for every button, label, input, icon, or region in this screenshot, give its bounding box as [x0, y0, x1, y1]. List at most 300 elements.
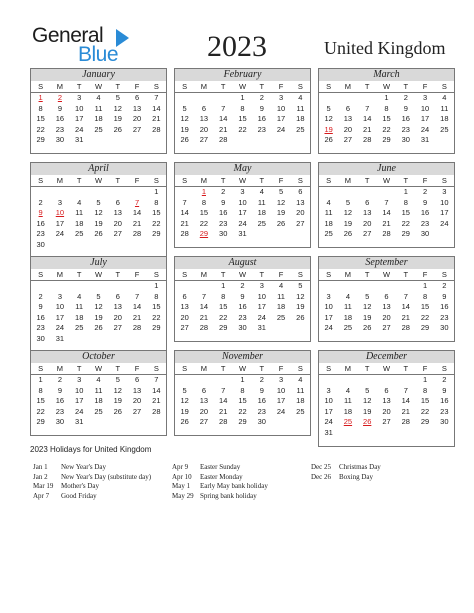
day-cell: 10	[276, 385, 286, 395]
day-cell: 26	[94, 229, 103, 238]
day-cell: 19	[363, 406, 372, 416]
day-cell: 5	[326, 103, 331, 113]
day-cell: 25	[440, 124, 449, 134]
day-cell: 16	[36, 312, 45, 322]
empty-cell	[89, 281, 108, 292]
weekday-label: S	[38, 270, 44, 279]
day-cell: 29	[199, 229, 209, 238]
day-cell: 11	[296, 103, 305, 113]
day-cell: 27	[382, 323, 391, 332]
day-cell: 8	[422, 291, 428, 301]
day-cell: 13	[382, 302, 391, 311]
day-cell: 5	[182, 385, 187, 395]
day-cell: 20	[113, 218, 122, 228]
day-cell: 14	[180, 208, 189, 217]
day-cell: 21	[382, 218, 391, 228]
day-cell: 23	[420, 218, 430, 228]
day-cell: 13	[113, 302, 122, 311]
day-cell: 15	[199, 208, 209, 217]
day-cell: 31	[75, 135, 84, 144]
day-cell: 6	[365, 197, 370, 207]
day-cell: 5	[298, 281, 303, 290]
month-title: October	[31, 351, 166, 363]
day-cell: 10	[238, 197, 247, 207]
logo-text-general: General	[32, 24, 104, 47]
day-cell: 24	[55, 323, 65, 332]
day-cell: 12	[324, 114, 333, 123]
day-cell: 17	[55, 218, 65, 228]
day-cell: 2	[442, 375, 447, 384]
day-cell: 22	[36, 406, 45, 416]
day-cell: 31	[420, 135, 430, 144]
weekday-header	[319, 81, 454, 93]
day-grid	[175, 375, 310, 428]
day-cell: 1	[154, 281, 159, 290]
day-cell: 12	[180, 396, 189, 405]
day-cell: 30	[55, 417, 65, 426]
day-cell: 1	[154, 187, 159, 196]
empty-cell	[50, 187, 69, 198]
holiday-name: Early May bank holiday	[200, 482, 268, 490]
day-cell: 6	[384, 291, 389, 301]
day-cell: 14	[132, 208, 142, 217]
empty-cell	[338, 281, 357, 292]
day-cell: 15	[401, 208, 410, 217]
day-cell: 5	[365, 385, 370, 395]
weekday-label: M	[56, 364, 64, 373]
day-cell: 30	[440, 417, 449, 426]
weekday-label: S	[441, 82, 447, 91]
day-cell: 26	[343, 229, 353, 238]
empty-cell	[396, 375, 415, 386]
day-cell: 12	[276, 197, 286, 207]
day-cell: 25	[296, 406, 305, 416]
day-cell: 29	[401, 229, 410, 238]
day-cell: 9	[57, 103, 62, 113]
holiday-date: Apr 7	[33, 491, 50, 500]
weekday-label: F	[134, 270, 140, 279]
day-cell: 9	[57, 385, 62, 395]
day-cell: 3	[240, 187, 245, 196]
day-cell: 9	[259, 385, 264, 395]
weekday-label: M	[200, 176, 208, 185]
day-grid	[31, 93, 166, 146]
day-cell: 10	[55, 208, 65, 217]
day-cell: 25	[276, 312, 286, 322]
weekday-label: F	[134, 82, 140, 91]
month-december	[318, 350, 455, 447]
day-cell: 15	[219, 302, 228, 311]
empty-cell	[338, 375, 357, 386]
day-cell: 21	[363, 124, 372, 134]
day-cell: 11	[277, 291, 285, 301]
day-cell: 29	[420, 417, 430, 426]
day-cell: 1	[38, 93, 43, 102]
day-cell: 8	[240, 385, 245, 395]
day-cell: 5	[345, 197, 350, 207]
day-cell: 6	[201, 103, 206, 113]
day-cell: 29	[238, 417, 247, 426]
day-cell: 15	[420, 302, 430, 311]
weekday-label: T	[364, 270, 370, 279]
empty-cell	[358, 93, 377, 104]
weekday-label: T	[364, 364, 370, 373]
holiday-item	[172, 463, 268, 473]
weekday-label: T	[259, 82, 265, 91]
weekday-label: S	[38, 364, 44, 373]
month-title: December	[319, 351, 454, 363]
holiday-column	[172, 463, 268, 501]
day-cell: 11	[296, 385, 305, 395]
holiday-date: Dec 26	[311, 472, 332, 481]
empty-cell	[319, 281, 338, 292]
weekday-label: T	[364, 176, 370, 185]
day-cell: 27	[113, 229, 122, 238]
day-cell: 9	[38, 302, 43, 311]
weekday-label: S	[182, 176, 188, 185]
holiday-name: New Year's Day	[61, 463, 107, 471]
day-cell: 20	[199, 406, 209, 416]
day-cell: 17	[257, 302, 266, 311]
day-cell: 7	[134, 197, 140, 207]
day-cell: 21	[180, 218, 189, 228]
day-cell: 3	[326, 291, 331, 301]
day-cell: 28	[401, 417, 410, 426]
weekday-header	[319, 269, 454, 281]
day-cell: 18	[276, 302, 286, 311]
day-cell: 10	[324, 302, 333, 311]
day-cell: 18	[94, 396, 103, 405]
day-cell: 10	[75, 103, 84, 113]
day-cell: 26	[113, 406, 122, 416]
holiday-name: Spring bank holiday	[200, 491, 257, 500]
day-cell: 31	[75, 417, 84, 426]
day-cell: 3	[278, 93, 284, 102]
day-cell: 12	[343, 208, 353, 217]
day-cell: 1	[38, 375, 43, 384]
weekday-label: W	[382, 364, 391, 373]
day-cell: 13	[132, 103, 142, 113]
holiday-name: Easter Monday	[200, 472, 243, 481]
weekday-label: M	[344, 364, 352, 373]
holiday-column	[33, 463, 151, 501]
weekday-label: S	[38, 82, 44, 91]
empty-cell	[319, 187, 338, 198]
day-cell: 2	[38, 291, 43, 301]
day-cell: 21	[219, 124, 228, 134]
day-cell: 28	[363, 135, 372, 144]
day-cell: 24	[75, 124, 84, 134]
day-cell: 11	[75, 208, 84, 217]
day-cell: 27	[382, 417, 391, 426]
day-cell: 22	[382, 124, 391, 134]
weekday-label: S	[326, 364, 332, 373]
weekday-header	[319, 175, 454, 187]
month-title: August	[175, 257, 310, 269]
day-cell: 16	[55, 396, 65, 405]
weekday-label: S	[182, 270, 188, 279]
day-cell: 7	[134, 291, 140, 301]
weekday-label: F	[422, 82, 428, 91]
day-cell: 14	[382, 208, 391, 217]
day-cell: 26	[276, 218, 286, 228]
day-cell: 23	[55, 406, 65, 416]
day-cell: 22	[238, 124, 247, 134]
day-cell: 11	[94, 103, 103, 113]
day-cell: 19	[180, 406, 189, 416]
day-cell: 11	[440, 103, 449, 113]
day-cell: 8	[384, 103, 389, 113]
holiday-date: Mar 19	[33, 482, 54, 490]
day-cell: 17	[75, 396, 84, 405]
day-cell: 1	[422, 375, 428, 384]
day-cell: 27	[180, 323, 189, 332]
empty-cell	[175, 375, 194, 386]
day-cell: 6	[134, 93, 140, 102]
weekday-label: S	[326, 82, 332, 91]
day-cell: 29	[420, 323, 430, 332]
holiday-name: New Year's Day (substitute day)	[61, 472, 152, 481]
day-cell: 12	[180, 114, 189, 123]
day-cell: 29	[382, 135, 391, 144]
day-cell: 24	[238, 218, 247, 228]
day-cell: 13	[180, 302, 189, 311]
day-cell: 27	[199, 417, 209, 426]
day-cell: 28	[132, 229, 142, 238]
day-cell: 8	[38, 103, 43, 113]
weekday-label: T	[220, 176, 226, 185]
weekday-header	[31, 363, 166, 375]
weekday-label: S	[153, 176, 159, 185]
day-cell: 6	[298, 187, 303, 196]
empty-cell	[358, 281, 377, 292]
logo-text-blue: Blue	[78, 43, 119, 66]
day-cell: 17	[324, 312, 333, 322]
weekday-label: W	[238, 176, 247, 185]
day-cell: 31	[238, 229, 247, 238]
weekday-label: W	[94, 82, 103, 91]
day-cell: 7	[221, 103, 226, 113]
calendar-country: United Kingdom	[324, 38, 446, 58]
weekday-label: S	[441, 364, 447, 373]
day-grid	[31, 187, 166, 250]
day-cell: 15	[238, 114, 247, 123]
day-cell: 28	[180, 229, 189, 238]
day-cell: 31	[55, 333, 65, 343]
day-cell: 28	[219, 135, 228, 144]
weekday-header	[31, 81, 166, 93]
day-cell: 28	[152, 124, 161, 134]
day-cell: 13	[113, 208, 122, 217]
day-grid	[175, 281, 310, 334]
day-cell: 12	[113, 103, 122, 113]
day-cell: 27	[199, 135, 209, 144]
day-cell: 27	[132, 124, 142, 134]
weekday-label: S	[297, 176, 303, 185]
day-cell: 12	[113, 385, 122, 395]
day-cell: 15	[420, 396, 430, 405]
day-grid	[319, 281, 454, 334]
day-cell: 5	[182, 103, 187, 113]
day-cell: 20	[382, 312, 391, 322]
day-cell: 24	[75, 406, 84, 416]
day-cell: 3	[57, 197, 62, 207]
month-june	[318, 162, 455, 248]
weekday-label: S	[153, 364, 159, 373]
day-cell: 16	[420, 208, 430, 217]
weekday-label: F	[422, 176, 428, 185]
holiday-item	[172, 473, 268, 483]
weekday-label: F	[278, 270, 284, 279]
day-cell: 22	[420, 312, 430, 322]
day-cell: 19	[113, 114, 122, 123]
day-cell: 20	[132, 114, 142, 123]
day-cell: 2	[57, 375, 62, 384]
weekday-header	[175, 175, 310, 187]
weekday-label: W	[94, 176, 103, 185]
day-cell: 28	[219, 417, 228, 426]
day-cell: 17	[276, 396, 286, 405]
day-cell: 6	[115, 291, 120, 301]
weekday-label: T	[115, 176, 121, 185]
day-cell: 20	[199, 124, 209, 134]
day-cell: 29	[36, 417, 45, 426]
day-cell: 27	[363, 229, 372, 238]
day-cell: 21	[219, 406, 228, 416]
day-cell: 25	[324, 229, 333, 238]
day-cell: 6	[384, 385, 389, 395]
month-title: September	[319, 257, 454, 269]
day-cell: 11	[344, 302, 352, 311]
day-cell: 23	[440, 406, 449, 416]
weekday-label: M	[56, 270, 64, 279]
day-cell: 27	[132, 406, 142, 416]
day-cell: 21	[152, 114, 161, 123]
day-grid	[31, 375, 166, 428]
day-cell: 26	[296, 312, 305, 322]
day-cell: 14	[219, 114, 228, 123]
empty-cell	[108, 281, 127, 292]
day-cell: 17	[238, 208, 247, 217]
day-cell: 19	[324, 124, 333, 134]
day-cell: 8	[201, 197, 206, 207]
empty-cell	[396, 281, 415, 292]
weekday-label: S	[326, 176, 332, 185]
holiday-name: Good Friday	[61, 491, 97, 500]
day-cell: 14	[152, 385, 161, 395]
weekday-label: S	[297, 82, 303, 91]
day-cell: 17	[276, 114, 286, 123]
day-cell: 5	[96, 291, 101, 301]
day-cell: 1	[403, 187, 408, 196]
day-cell: 29	[152, 229, 161, 238]
empty-cell	[31, 281, 50, 292]
weekday-label: S	[297, 364, 303, 373]
day-cell: 9	[422, 197, 428, 207]
holiday-item	[33, 463, 151, 473]
day-cell: 2	[442, 281, 447, 290]
day-cell: 6	[134, 375, 140, 384]
day-cell: 15	[238, 396, 247, 405]
day-cell: 30	[238, 323, 247, 332]
month-title: November	[175, 351, 310, 363]
day-cell: 9	[403, 103, 408, 113]
day-cell: 2	[259, 93, 264, 102]
day-cell: 22	[420, 406, 430, 416]
empty-cell	[338, 187, 357, 198]
empty-cell	[319, 375, 338, 386]
day-cell: 4	[442, 93, 447, 102]
day-cell: 16	[440, 396, 449, 405]
day-cell: 8	[38, 385, 43, 395]
day-cell: 14	[152, 103, 161, 113]
day-cell: 7	[182, 197, 187, 207]
day-cell: 22	[401, 218, 410, 228]
month-title: June	[319, 163, 454, 175]
day-cell: 12	[363, 396, 372, 405]
holiday-item	[311, 473, 381, 483]
day-cell: 1	[240, 93, 245, 102]
day-cell: 30	[440, 323, 449, 332]
day-cell: 5	[96, 197, 101, 207]
month-february	[174, 68, 311, 154]
weekday-label: T	[220, 270, 226, 279]
day-cell: 30	[55, 135, 65, 144]
weekday-label: S	[297, 270, 303, 279]
weekday-label: W	[94, 364, 103, 373]
empty-cell	[377, 187, 396, 198]
day-cell: 7	[221, 385, 226, 395]
day-cell: 12	[363, 302, 372, 311]
month-title: May	[175, 163, 310, 175]
day-cell: 29	[219, 323, 228, 332]
weekday-label: T	[259, 176, 265, 185]
day-cell: 7	[201, 291, 206, 301]
day-cell: 16	[55, 114, 65, 123]
day-cell: 14	[363, 114, 372, 123]
day-cell: 4	[345, 291, 350, 301]
month-october	[30, 350, 167, 436]
holiday-item	[172, 482, 268, 492]
weekday-label: F	[278, 82, 284, 91]
holiday-name: Easter Sunday	[200, 463, 241, 471]
day-cell: 17	[324, 406, 333, 416]
day-cell: 19	[94, 312, 103, 322]
day-cell: 21	[401, 312, 410, 322]
day-cell: 4	[77, 197, 82, 207]
weekday-label: M	[200, 364, 208, 373]
day-cell: 3	[77, 375, 82, 384]
day-cell: 18	[324, 218, 333, 228]
day-cell: 30	[257, 417, 266, 426]
weekday-label: T	[220, 82, 226, 91]
day-cell: 27	[296, 218, 305, 228]
day-cell: 15	[36, 396, 45, 405]
day-cell: 13	[132, 385, 142, 395]
day-cell: 25	[94, 124, 103, 134]
day-cell: 4	[298, 375, 303, 384]
day-cell: 15	[382, 114, 391, 123]
day-cell: 19	[276, 208, 286, 217]
day-cell: 28	[401, 323, 410, 332]
day-grid	[175, 187, 310, 240]
holiday-date: May 29	[172, 491, 194, 500]
day-cell: 22	[238, 406, 247, 416]
day-cell: 13	[382, 396, 391, 405]
day-cell: 5	[115, 93, 120, 102]
day-cell: 14	[401, 396, 410, 405]
day-cell: 16	[401, 114, 410, 123]
